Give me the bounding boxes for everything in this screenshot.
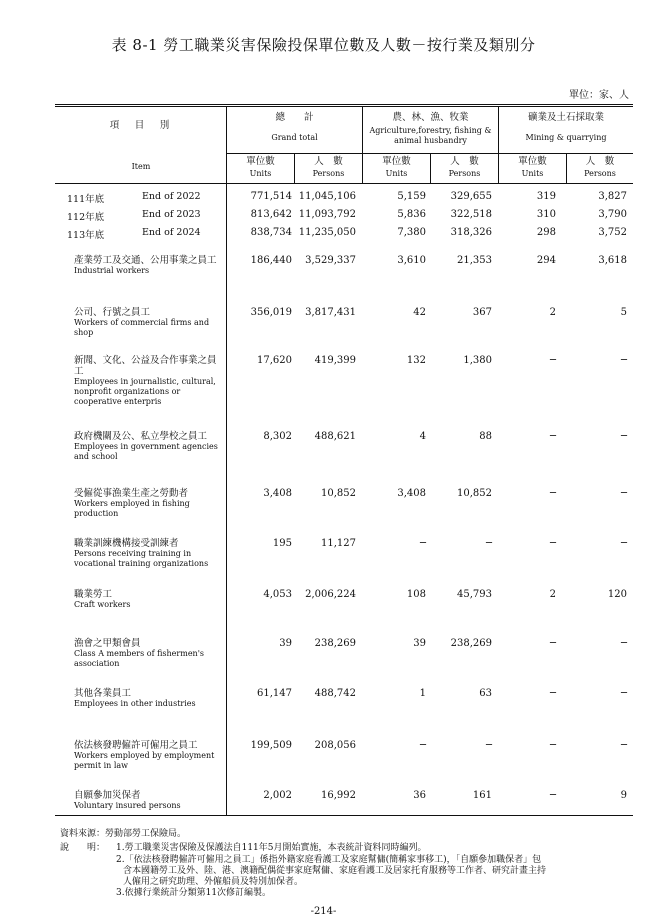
note-2-line-2: 含本國籍勞工及外、陸、港、澳籍配偶從事家庭幫傭、家庭看護工及居家托育服務等工作者、研究計畫主持	[123, 866, 547, 876]
table-cell: 11,235,050	[298, 227, 356, 238]
row-label	[74, 307, 224, 338]
note-1: 1.勞工職業災害保險及保護法自111年5月開始實施，本表統計資料同時編列。	[116, 843, 427, 853]
item-header-zh: 項 目 別	[109, 120, 173, 131]
year-label-en: End of 2022	[142, 191, 201, 202]
grand-total-header-zh: 總 計	[275, 112, 314, 123]
note-label: 說 明：	[60, 843, 106, 853]
table-cell: ─	[549, 740, 556, 751]
source-note: 資料來源：勞動部勞工保險局。	[60, 829, 187, 839]
table-cell: 45,793	[457, 589, 492, 600]
table-cell: 195	[272, 538, 292, 549]
row-label-en: Employees in government agencies and school	[74, 442, 218, 461]
mining-header-zh: 礦業及土石採取業	[527, 112, 604, 123]
table-cell: 11,045,106	[298, 191, 356, 202]
table-cell: 21,353	[457, 255, 492, 266]
units-en: Units	[249, 169, 272, 178]
units-en: Units	[385, 169, 408, 178]
year-label-en: End of 2023	[142, 209, 201, 220]
table-cell: ─	[620, 740, 627, 751]
table-cell: ─	[620, 431, 627, 442]
table-cell: 5	[620, 307, 627, 318]
row-label-en: Workers employed by employment permit in law	[74, 751, 215, 770]
row-label	[74, 355, 224, 407]
table-cell: 161	[472, 790, 492, 801]
table-cell: 298	[536, 227, 556, 238]
table-cell: 5,836	[397, 209, 426, 220]
table-cell: 488,742	[314, 688, 356, 699]
row-label-zh: 職業勞工	[74, 589, 113, 600]
table-cell: 3,408	[263, 488, 292, 499]
units-en: Units	[521, 169, 544, 178]
table-top-rule	[55, 104, 633, 105]
table-cell: 3,610	[397, 255, 426, 266]
table-cell: 132	[406, 355, 426, 366]
row-label-zh: 新聞、文化、公益及合作事業之員工	[74, 355, 217, 377]
table-cell: 3,529,337	[305, 255, 356, 266]
table-cell: 39	[279, 638, 292, 649]
table-cell: 329,655	[450, 191, 492, 202]
table-cell: 238,269	[314, 638, 356, 649]
table-cell: 7,380	[397, 227, 426, 238]
table-cell: ─	[620, 538, 627, 549]
page-title: 表 8-1 勞工職業災害保險投保單位數及人數－按行業及類別分	[111, 36, 536, 54]
row-label	[74, 740, 224, 771]
header-bottom-rule	[55, 183, 633, 184]
table-cell: 2	[549, 307, 556, 318]
persons-header	[567, 156, 633, 180]
row-label-zh: 依法核發聘僱許可僱用之員工	[74, 740, 198, 751]
table-cell: ─	[549, 431, 556, 442]
row-label-en: Industrial workers	[74, 266, 150, 275]
persons-en: Persons	[312, 169, 345, 178]
persons-header	[295, 156, 362, 180]
row-label-en: Employees in other industries	[74, 699, 196, 708]
table-cell: 322,518	[450, 209, 492, 220]
persons-zh: 人 數	[585, 156, 615, 167]
row-label-en: Workers of commercial firms and shop	[74, 318, 210, 337]
persons-zh: 人 數	[314, 156, 343, 167]
table-header-divider	[55, 106, 633, 107]
table-cell: 3,618	[598, 255, 627, 266]
units-header	[499, 156, 566, 180]
agri-header-en: Agriculture,forestry, fishing & animal husbandry	[369, 126, 492, 145]
table-cell: 2,002	[263, 790, 292, 801]
note-3: 3.依據行業統計分類第11次修訂編製。	[116, 888, 272, 898]
row-label-zh: 公司、行號之員工	[74, 307, 151, 318]
table-cell: ─	[549, 790, 556, 801]
table-cell: 61,147	[257, 688, 292, 699]
row-label-en: Class A members of fishermen's association	[74, 649, 205, 668]
table-cell: ─	[620, 355, 627, 366]
row-label-en: Craft workers	[74, 600, 131, 609]
table-cell: 294	[536, 255, 556, 266]
table-cell: 488,621	[314, 431, 356, 442]
units-header	[227, 156, 294, 180]
row-label	[74, 431, 224, 462]
agri-header-zh: 農、林、漁、牧業	[392, 112, 469, 123]
table-cell: 3,408	[397, 488, 426, 499]
year-label-en: End of 2024	[142, 227, 201, 238]
table-cell: 3,790	[598, 209, 627, 220]
table-cell: 419,399	[314, 355, 356, 366]
table-cell: 3,817,431	[305, 307, 356, 318]
table-cell: 42	[413, 307, 426, 318]
table-cell: ─	[620, 638, 627, 649]
table-cell: 108	[406, 589, 426, 600]
table-cell: 4,053	[263, 589, 292, 600]
table-bottom-rule	[55, 815, 633, 816]
table-cell: 9	[620, 790, 627, 801]
table-cell: 5,159	[397, 191, 426, 202]
row-label	[74, 538, 224, 569]
table-cell: 1	[419, 688, 426, 699]
table-cell: 63	[479, 688, 492, 699]
table-cell: 1,380	[463, 355, 492, 366]
row-label-zh: 自願參加災保者	[74, 790, 141, 801]
table-cell: 4	[419, 431, 426, 442]
unit-label: 單位：家、人	[569, 90, 629, 101]
table-cell: 356,019	[250, 307, 292, 318]
mining-header-en: Mining & quarrying	[525, 133, 607, 142]
row-label	[74, 688, 224, 709]
units-zh: 單位數	[518, 156, 547, 167]
table-cell: 17,620	[257, 355, 292, 366]
table-cell: 10,852	[321, 488, 356, 499]
note-2-line-1: 2.「依法核發聘僱許可僱用之員工」係指外籍家庭看護工及家庭幫傭(簡稱家事移工)，「自願參加職保者」包	[116, 855, 542, 865]
row-label-en: Workers employed in fishing production	[74, 499, 190, 518]
table-cell: 771,514	[250, 191, 292, 202]
year-label-zh: 113年底	[67, 230, 105, 241]
persons-en: Persons	[448, 169, 481, 178]
table-cell: ─	[549, 488, 556, 499]
year-label-zh: 111年底	[67, 194, 105, 205]
row-label	[74, 255, 224, 276]
table-cell: 2,006,224	[305, 589, 356, 600]
table-cell: ─	[549, 638, 556, 649]
row-label-zh: 受僱從事漁業生產之勞動者	[74, 488, 189, 499]
table-cell: 2	[549, 589, 556, 600]
note-2-line-3: 人僱用之研究助理、外僱船員及特別加保者。	[123, 877, 304, 887]
table-cell: 88	[479, 431, 492, 442]
table-cell: 208,056	[314, 740, 356, 751]
item-header-en: Item	[131, 162, 151, 171]
table-cell: ─	[419, 740, 426, 751]
row-label	[74, 790, 224, 811]
row-label-en: Persons receiving training in vocational training organizations	[74, 549, 209, 568]
table-cell: 3,752	[598, 227, 627, 238]
row-label-en: Voluntary insured persons	[74, 801, 181, 810]
table-cell: 238,269	[450, 638, 492, 649]
persons-header	[431, 156, 498, 180]
table-cell: 367	[472, 307, 492, 318]
persons-zh: 人 數	[450, 156, 479, 167]
units-zh: 單位數	[246, 156, 275, 167]
table-cell: ─	[485, 538, 492, 549]
table-cell: ─	[549, 538, 556, 549]
table-cell: ─	[549, 355, 556, 366]
table-cell: 8,302	[263, 431, 292, 442]
table-cell: 10,852	[457, 488, 492, 499]
table-cell: 36	[413, 790, 426, 801]
units-zh: 單位數	[382, 156, 411, 167]
persons-en: Persons	[584, 169, 616, 178]
table-cell: ─	[485, 740, 492, 751]
grand-total-header-en: Grand total	[271, 133, 318, 142]
row-label-zh: 產業勞工及交通、公用事業之員工	[74, 255, 217, 266]
table-cell: ─	[620, 688, 627, 699]
page-number: -214-	[310, 906, 337, 917]
units-header	[363, 156, 430, 180]
table-cell: 186,440	[250, 255, 292, 266]
row-label-zh: 職業訓練機構接受訓練者	[74, 538, 179, 549]
table-cell: ─	[419, 538, 426, 549]
row-label-en: Employees in journalistic, cultural, nonprofit organizations or cooperative enterpris	[74, 377, 216, 406]
row-label-zh: 其他各業員工	[74, 688, 132, 699]
table-cell: 120	[607, 589, 627, 600]
year-label-zh: 112年底	[67, 212, 105, 223]
table-cell: 813,642	[250, 209, 292, 220]
row-label-zh: 漁會之甲類會員	[74, 638, 141, 649]
table-cell: 11,093,792	[298, 209, 356, 220]
table-cell: 838,734	[250, 227, 292, 238]
table-cell: 39	[413, 638, 426, 649]
table-cell: 319	[536, 191, 556, 202]
row-label	[74, 638, 224, 669]
table-cell: 318,326	[450, 227, 492, 238]
table-cell: 16,992	[321, 790, 356, 801]
table-cell: 11,127	[321, 538, 356, 549]
table-cell: ─	[620, 488, 627, 499]
table-cell: 199,509	[250, 740, 292, 751]
table-cell: 3,827	[598, 191, 627, 202]
row-label	[74, 488, 224, 519]
table-cell: ─	[549, 688, 556, 699]
row-label-zh: 政府機關及公、私立學校之員工	[74, 431, 208, 442]
row-label	[74, 589, 224, 610]
table-cell: 310	[536, 209, 556, 220]
